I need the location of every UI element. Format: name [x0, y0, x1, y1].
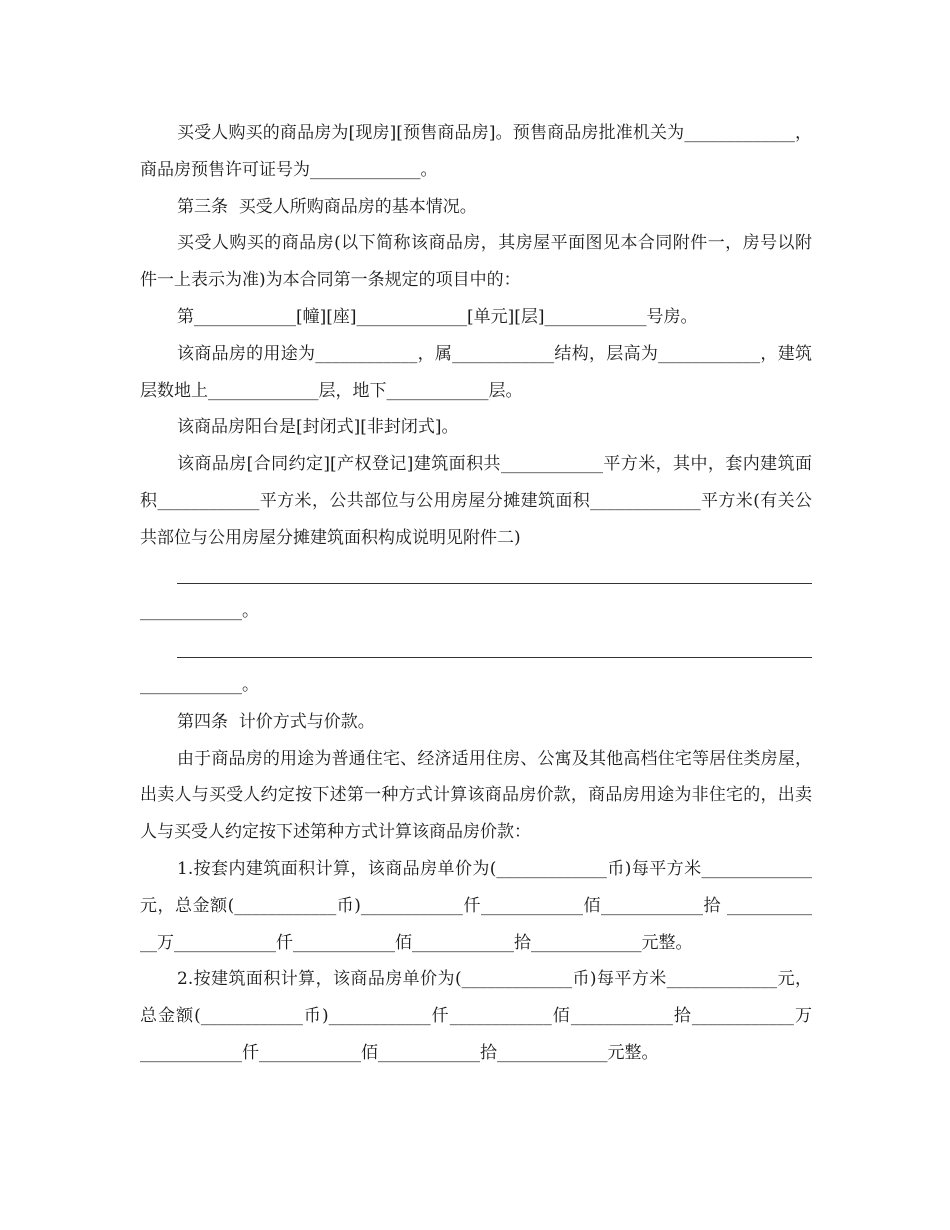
blank-rule — [177, 557, 812, 594]
paragraph-unit-number: 第____________[幢][座]_____________[单元][层]____________号房。 — [177, 306, 698, 327]
paragraph-balcony: 该商品房阳台是[封闭式][非封闭式]。 — [177, 417, 459, 438]
blank-fill-line-2 — [140, 630, 812, 704]
paragraph-pricing-method: 由于商品房的用途为普通住宅、经济适用住房、公寓及其他高档住宅等居住类房屋，出卖人与买受人约定按下述第一种方式计算该商品房价款，商品房用途为非住宅的，出卖人与买受人约定按下述第种方式计算该商品房价款： — [140, 748, 812, 843]
article-three-heading: 第三条 买受人所购商品房的基本情况。 — [177, 196, 477, 217]
paragraph-presale-info: 买受人购买的商品房为[现房][预售商品房]。预售商品房批准机关为_____________，商品房预售许可证号为_____________。 — [140, 123, 812, 180]
paragraph-usage-structure: 该商品房的用途为____________，属____________结构，层高为____________，建筑层数地上_____________层，地下____________层。 — [140, 343, 812, 401]
paragraph-property-description: 买受人购买的商品房(以下简称该商品房，其房屋平面图见本合同附件一，房号以附件一上表示为准)为本合同第一条规定的项目中的： — [140, 233, 812, 291]
paragraph-floor-area: 该商品房[合同约定][产权登记]建筑面积共____________平方米，其中，套内建筑面积____________平方米，公共部位与公用房屋分摊建筑面积_____________平方米(有关公共部位与公用房屋分摊建筑面积构成说明见附件二) — [140, 454, 812, 548]
document-body — [140, 115, 818, 1072]
blank-fill-line-1 — [140, 557, 812, 631]
paragraph-price-option-1: 1.按套内建筑面积计算，该商品房单价为(_____________币)每平方米_____________元，总金额(____________币)____________仟____________佰____________拾 ____________万____________仟____________佰____________拾_____________元整。 — [140, 858, 812, 953]
blank-rule-tail: ____________。 — [140, 601, 259, 622]
blank-rule-tail: ____________。 — [140, 674, 259, 695]
paragraph-price-option-2: 2.按建筑面积计算，该商品房单价为(_____________币)每平方米_____________元，总金额(____________币)____________仟____________佰____________拾____________万 ____________仟____________佰____________拾_____________元整。 — [140, 969, 818, 1063]
blank-rule — [177, 630, 812, 667]
article-four-heading: 第四条 计价方式与价款。 — [177, 711, 375, 732]
